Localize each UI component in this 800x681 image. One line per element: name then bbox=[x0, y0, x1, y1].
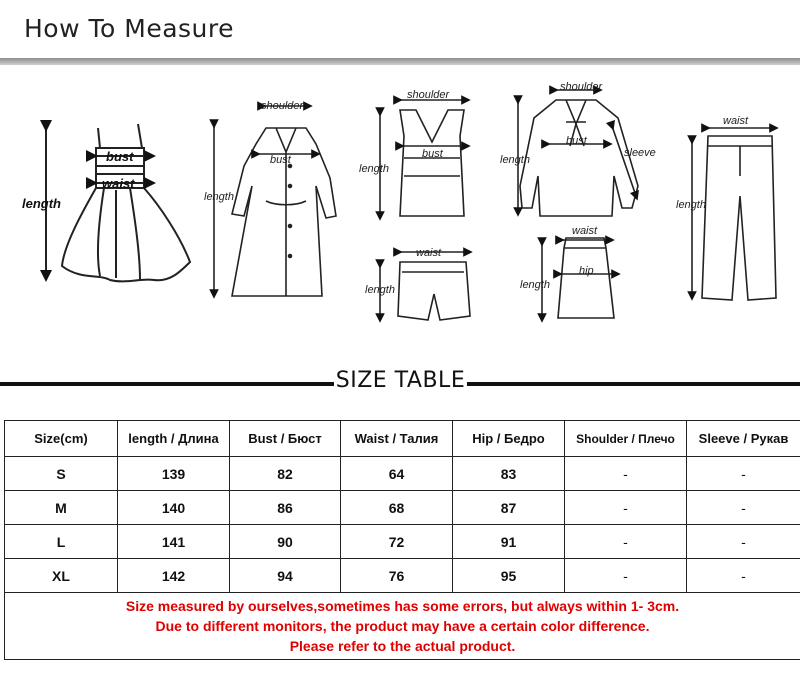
coat-length-label: length bbox=[204, 191, 234, 203]
page-title: How To Measure bbox=[24, 14, 235, 43]
heading-rule-left bbox=[0, 382, 334, 386]
waist-cell: 76 bbox=[341, 559, 453, 593]
size-table bbox=[4, 420, 800, 660]
length-cell: 141 bbox=[118, 525, 230, 559]
size-cell: L bbox=[5, 525, 118, 559]
skirt-hip-label: hip bbox=[579, 265, 594, 277]
note-line: Please refer to the actual product. bbox=[289, 638, 516, 654]
table-row bbox=[5, 559, 800, 593]
size-table-heading bbox=[0, 366, 800, 402]
blouse-shoulder-label: shoulder bbox=[560, 81, 603, 93]
note-line: Due to different monitors, the product may have a certain color difference. bbox=[155, 618, 650, 634]
hip-cell: 91 bbox=[453, 525, 565, 559]
notes-cell bbox=[5, 593, 800, 660]
blouse-length-label: length bbox=[500, 154, 530, 166]
blouse-sleeve-label: sleeve bbox=[624, 147, 656, 159]
column-header: Waist / Талия bbox=[341, 421, 453, 457]
hip-cell: 95 bbox=[453, 559, 565, 593]
dress-waist-label: waist bbox=[102, 176, 135, 191]
skirt-waist-label: waist bbox=[572, 225, 598, 237]
sleeve-cell: - bbox=[687, 559, 800, 593]
column-header: Hip / Бедро bbox=[453, 421, 565, 457]
sleeve-cell: - bbox=[687, 457, 800, 491]
size-cell: S bbox=[5, 457, 118, 491]
waist-cell: 72 bbox=[341, 525, 453, 559]
dress-figure bbox=[46, 124, 190, 281]
hip-cell: 83 bbox=[453, 457, 565, 491]
bust-cell: 90 bbox=[230, 525, 341, 559]
column-header: Sleeve / Рукав bbox=[687, 421, 800, 457]
column-header: Bust / Бюст bbox=[230, 421, 341, 457]
sleeve-cell: - bbox=[687, 525, 800, 559]
size-cell: M bbox=[5, 491, 118, 525]
skirt-figure bbox=[542, 238, 616, 318]
table-header-row bbox=[5, 421, 800, 457]
skirt-length-label: length bbox=[520, 279, 550, 291]
tank-bust-label: bust bbox=[422, 148, 443, 160]
column-header: Shoulder / Плечо bbox=[565, 421, 687, 457]
table-row bbox=[5, 525, 800, 559]
bust-cell: 94 bbox=[230, 559, 341, 593]
shoulder-cell: - bbox=[565, 491, 687, 525]
blouse-figure bbox=[518, 90, 638, 216]
coat-bust-label: bust bbox=[270, 154, 291, 166]
waist-cell: 64 bbox=[341, 457, 453, 491]
shorts-length-label: length bbox=[365, 284, 395, 296]
column-header: Size(cm) bbox=[5, 421, 118, 457]
table-row bbox=[5, 491, 800, 525]
pants-figure bbox=[692, 128, 776, 300]
garment-diagrams bbox=[0, 66, 800, 366]
length-cell: 140 bbox=[118, 491, 230, 525]
shoulder-cell: - bbox=[565, 559, 687, 593]
column-header: length / Длина bbox=[118, 421, 230, 457]
notes-row bbox=[5, 593, 800, 660]
shorts-waist-label: waist bbox=[416, 247, 442, 259]
dress-length-label: length bbox=[22, 196, 61, 211]
shoulder-cell: - bbox=[565, 525, 687, 559]
shoulder-cell: - bbox=[565, 457, 687, 491]
tank-length-label: length bbox=[359, 163, 389, 175]
hip-cell: 87 bbox=[453, 491, 565, 525]
size-table-title: SIZE TABLE bbox=[335, 368, 466, 393]
blouse-bust-label: bust bbox=[566, 135, 587, 147]
sleeve-cell: - bbox=[687, 491, 800, 525]
header-divider bbox=[0, 58, 800, 65]
length-cell: 142 bbox=[118, 559, 230, 593]
bust-cell: 86 bbox=[230, 491, 341, 525]
size-cell: XL bbox=[5, 559, 118, 593]
measure-illustrations bbox=[0, 66, 800, 366]
dress-bust-label: bust bbox=[106, 149, 134, 164]
table-row bbox=[5, 457, 800, 491]
bust-cell: 82 bbox=[230, 457, 341, 491]
length-cell: 139 bbox=[118, 457, 230, 491]
pants-waist-label: waist bbox=[723, 115, 749, 127]
header bbox=[0, 0, 800, 58]
note-line: Size measured by ourselves,sometimes has some errors, but always within 1- 3cm. bbox=[125, 598, 680, 614]
coat-shoulder-label: shoulder bbox=[261, 100, 304, 112]
tank-shoulder-label: shoulder bbox=[407, 89, 450, 101]
pants-length-label: length bbox=[676, 199, 706, 211]
waist-cell: 68 bbox=[341, 491, 453, 525]
heading-rule-right bbox=[467, 382, 800, 386]
